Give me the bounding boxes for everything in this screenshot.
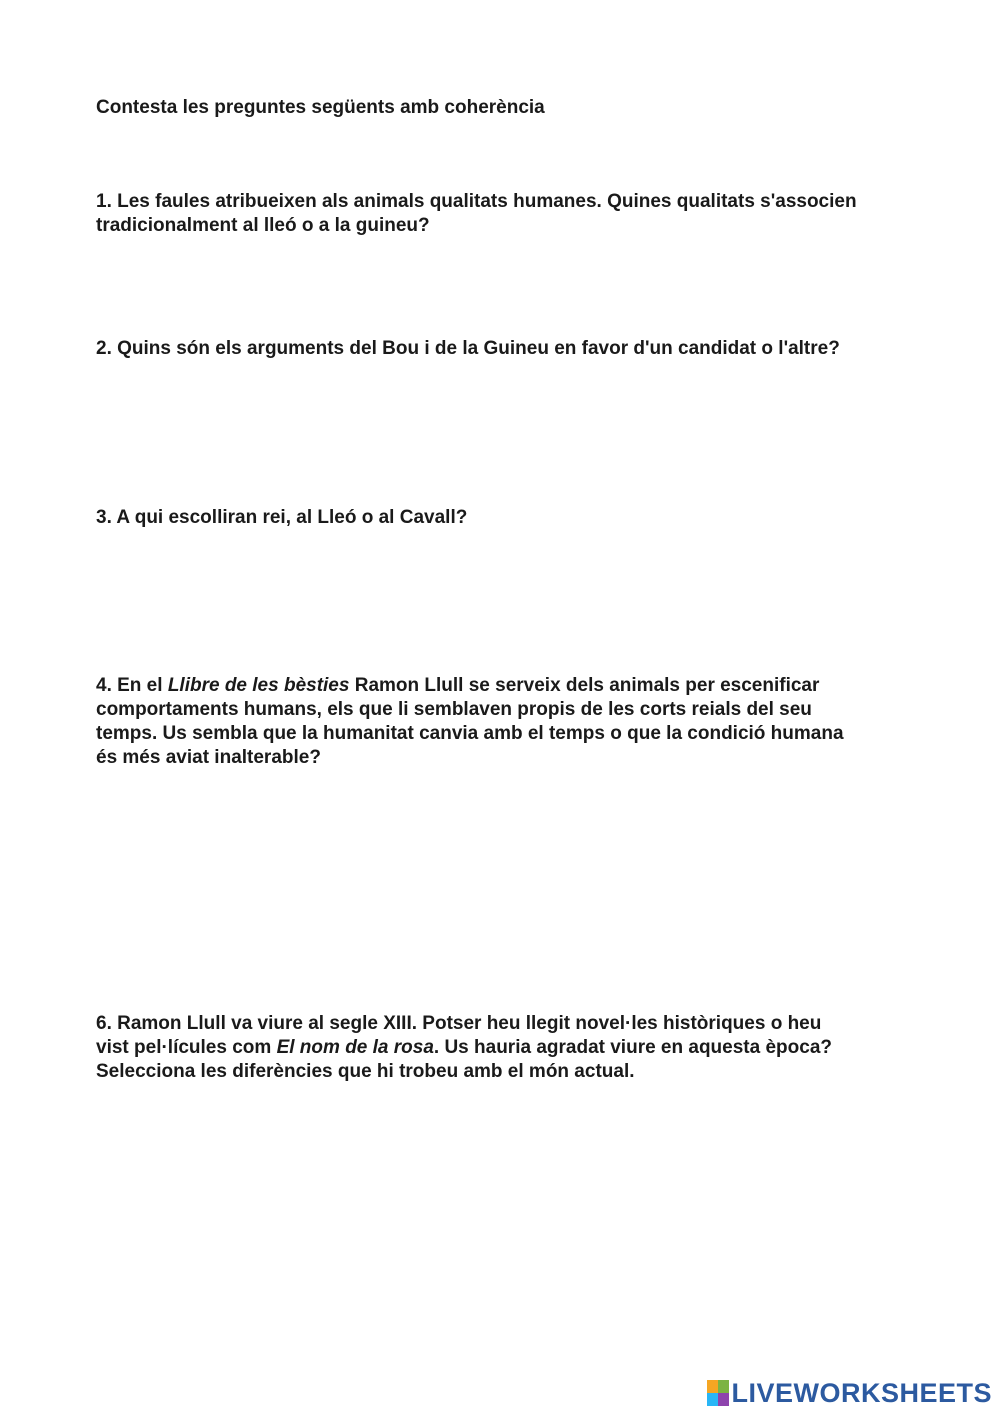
question-6-line-2 (96, 1036, 926, 1060)
question-4-line-4: és més aviat inalterable? (96, 747, 321, 768)
question-1-line-2: tradicionalment al lleó o a la guineu? (96, 215, 430, 236)
question-1 (96, 190, 926, 238)
question-2 (96, 337, 926, 361)
question-3-line-1: 3. A qui escolliran rei, al Lleó o al Cavall? (96, 507, 468, 528)
question-4-line-1 (96, 674, 926, 698)
question-6-line-3: Selecciona les diferències que hi trobeu amb el món actual. (96, 1061, 635, 1082)
film-title-el-nom-de-la-rosa: El nom de la rosa (276, 1037, 434, 1058)
liveworksheets-logo-text: LIVEWORKSHEETS (731, 1378, 992, 1408)
question-4-line-2: comportaments humans, els que li semblaven propis de les corts reials del seu (96, 699, 812, 720)
liveworksheets-logo (707, 1378, 992, 1408)
question-2-line-1: 2. Quins són els arguments del Bou i de la Guineu en favor d'un candidat o l'altre? (96, 338, 840, 359)
worksheet-instruction: Contesta les preguntes següents amb coherència (96, 97, 545, 118)
question-6-line-2-post: . Us hauria agradat viure en aquesta època? (433, 1037, 832, 1058)
book-title-llibre-de-les-besties: Llibre de les bèsties (167, 675, 350, 696)
question-4-line-3: temps. Us sembla que la humanitat canvia amb el temps o que la condició humana (96, 723, 844, 744)
question-6-line-2-pre: vist pel·lícules com (96, 1037, 277, 1058)
question-3 (96, 506, 926, 530)
liveworksheets-logo-icon (707, 1380, 729, 1406)
question-6-line-1: 6. Ramon Llull va viure al segle XIII. Potser heu llegit novel·les històriques o heu (96, 1013, 822, 1034)
question-4 (96, 674, 926, 770)
question-4-line-1-pre: 4. En el (96, 675, 168, 696)
question-1-line-1: 1. Les faules atribueixen als animals qualitats humanes. Quines qualitats s'associen (96, 191, 857, 212)
question-6 (96, 1012, 926, 1084)
question-4-line-1-post: Ramon Llull se serveix dels animals per escenificar (349, 675, 820, 696)
